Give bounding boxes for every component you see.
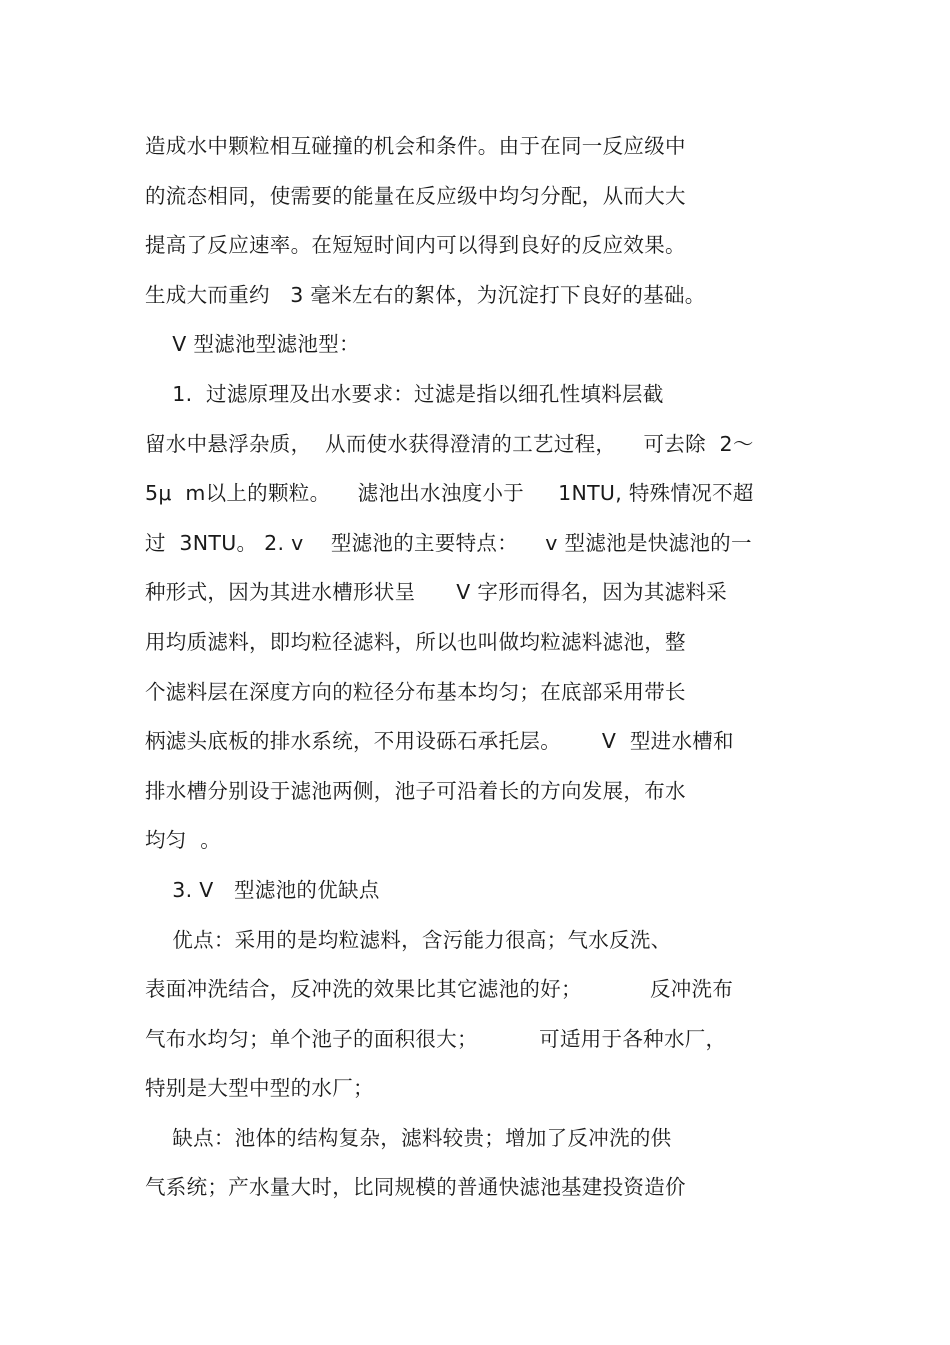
text-line: 造成水中颗粒相互碰撞的机会和条件。由于在同一反应级中 <box>145 134 686 158</box>
section-heading: V 型滤池型滤池型： <box>145 332 360 357</box>
text-line: 生成大而重约 3 毫米左右的絮体，为沉淀打下良好的基础。 <box>145 282 706 307</box>
text-line: 均匀 。 <box>145 828 222 853</box>
text-line: 1. 过滤原理及出水要求：过滤是指以细孔性填料层截 <box>145 381 664 406</box>
text-line: 优点：采用的是均粒滤料，含污能力很高；气水反洗、 <box>145 927 672 952</box>
text-line: 种形式，因为其进水槽形状呈 V 字形而得名，因为其滤料采 <box>145 580 728 605</box>
text-line: 提高了反应速率。在短短时间内可以得到良好的反应效果。 <box>145 233 686 258</box>
text-line: 缺点：池体的结构复杂，滤料较贵；增加了反冲洗的供 <box>145 1125 672 1150</box>
section-heading: 3. V 型滤池的优缺点 <box>145 877 380 902</box>
text-line: 表面冲洗结合，反冲洗的效果比其它滤池的好； 反冲洗布 <box>145 977 734 1002</box>
text-line: 留水中悬浮杂质， 从而使水获得澄清的工艺过程， 可去除 2～ <box>145 431 754 456</box>
text-line: 个滤料层在深度方向的粒径分布基本均匀；在底部采用带长 <box>145 679 686 704</box>
text-line: 用均质滤料，即均粒径滤料，所以也叫做均粒滤料滤池，整 <box>145 629 686 654</box>
text-line: 过 3NTU。 2. v 型滤池的主要特点： v 型滤池是快滤池的一 <box>145 530 752 555</box>
text-line: 排水槽分别设于滤池两侧，池子可沿着长的方向发展，布水 <box>145 778 686 803</box>
text-line: 5μ m以上的颗粒。 滤池出水浊度小于 1NTU, 特殊情况不超 <box>145 481 754 506</box>
body-text <box>145 122 825 1213</box>
text-line: 特别是大型中型的水厂； <box>145 1076 374 1101</box>
text-line: 气布水均匀；单个池子的面积很大； 可适用于各种水厂， <box>145 1026 727 1051</box>
text-line: 气系统；产水量大时，比同规模的普通快滤池基建投资造价 <box>145 1175 686 1200</box>
text-line: 的流态相同，使需要的能量在反应级中均匀分配，从而大大 <box>145 183 686 208</box>
text-line: 柄滤头底板的排水系统，不用设砾石承托层。 V 型进水槽和 <box>145 729 734 754</box>
